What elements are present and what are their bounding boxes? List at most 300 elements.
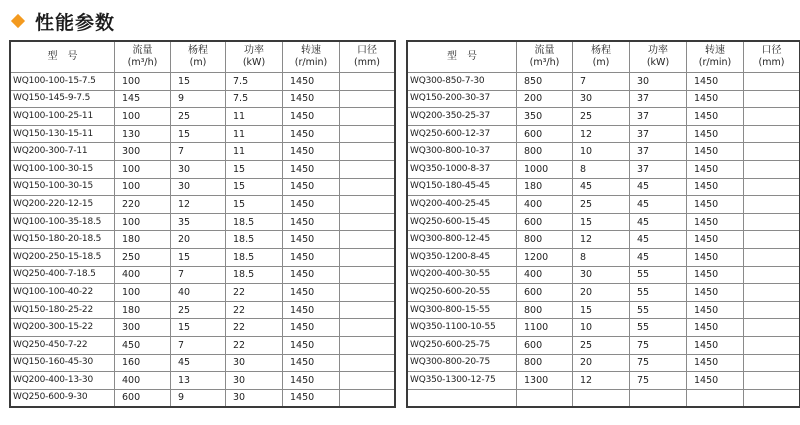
cell-speed: 1450 [283, 354, 340, 372]
header-bore [340, 42, 395, 73]
cell-power: 45 [630, 178, 687, 196]
cell-flow [517, 389, 573, 407]
cell-head: 10 [573, 319, 630, 337]
cell-bore [744, 125, 800, 143]
cell-bore [340, 143, 395, 161]
cell-model: WQ350-1200-8-45 [408, 248, 517, 266]
cell-speed: 1450 [283, 160, 340, 178]
cell-model: WQ150-180-20-18.5 [11, 231, 115, 249]
cell-flow: 800 [517, 301, 573, 319]
cell-bore [340, 372, 395, 390]
header-bore-label: 口径 [357, 45, 377, 56]
cell-speed: 1450 [687, 178, 744, 196]
header-head-label: 杨程 [591, 45, 611, 56]
cell-flow: 100 [115, 213, 171, 231]
cell-model: WQ250-600-9-30 [11, 389, 115, 407]
cell-power: 18.5 [226, 266, 283, 284]
header-speed [283, 42, 340, 73]
cell-speed: 1450 [283, 143, 340, 161]
cell-head: 25 [573, 336, 630, 354]
cell-flow: 200 [517, 90, 573, 108]
cell-power: 37 [630, 108, 687, 126]
cell-head: 12 [573, 231, 630, 249]
cell-speed: 1450 [283, 196, 340, 214]
cell-head: 9 [171, 389, 226, 407]
header-flow-unit: (m³/h) [529, 57, 560, 68]
cell-head [573, 389, 630, 407]
cell-speed: 1450 [283, 284, 340, 302]
cell-flow: 1300 [517, 372, 573, 390]
cell-speed: 1450 [283, 213, 340, 231]
cell-head: 12 [171, 196, 226, 214]
header-head [171, 42, 226, 73]
header-flow [115, 42, 171, 73]
cell-flow: 220 [115, 196, 171, 214]
cell-model: WQ200-300-7-11 [11, 143, 115, 161]
cell-model: WQ350-1100-10-55 [408, 319, 517, 337]
cell-bore [744, 336, 800, 354]
cell-speed: 1450 [687, 90, 744, 108]
cell-head: 25 [573, 108, 630, 126]
cell-model: WQ150-145-9-7.5 [11, 90, 115, 108]
cell-flow: 100 [115, 73, 171, 91]
table-row [408, 248, 800, 266]
cell-head: 45 [573, 178, 630, 196]
cell-bore [340, 108, 395, 126]
cell-bore [744, 354, 800, 372]
cell-power: 75 [630, 354, 687, 372]
cell-speed: 1450 [283, 336, 340, 354]
table-row [408, 213, 800, 231]
header-head-unit: (m) [592, 57, 610, 68]
cell-speed: 1450 [283, 248, 340, 266]
section-title: 性能参数 [35, 11, 116, 34]
cell-flow: 100 [115, 178, 171, 196]
cell-head: 45 [171, 354, 226, 372]
table-row [408, 178, 800, 196]
cell-head: 7 [171, 266, 226, 284]
cell-flow: 400 [517, 196, 573, 214]
cell-bore [340, 178, 395, 196]
cell-flow: 800 [517, 231, 573, 249]
table-row [11, 196, 395, 214]
cell-bore [340, 125, 395, 143]
cell-power: 15 [226, 178, 283, 196]
header-speed-label: 转速 [705, 45, 725, 56]
table-row [11, 231, 395, 249]
cell-speed: 1450 [283, 266, 340, 284]
cell-model: WQ150-180-25-22 [11, 301, 115, 319]
cell-speed: 1450 [283, 231, 340, 249]
cell-speed: 1450 [687, 319, 744, 337]
table-row [11, 319, 395, 337]
cell-speed: 1450 [687, 301, 744, 319]
cell-speed: 1450 [687, 354, 744, 372]
cell-model [408, 389, 517, 407]
table-row [408, 301, 800, 319]
cell-head: 25 [171, 301, 226, 319]
cell-model: WQ300-850-7-30 [408, 73, 517, 91]
header-flow-unit: (m³/h) [127, 57, 158, 68]
header-power-label: 功率 [244, 45, 264, 56]
cell-model: WQ150-200-30-37 [408, 90, 517, 108]
cell-speed: 1450 [283, 73, 340, 91]
table-header-row [408, 42, 800, 73]
cell-power: 55 [630, 266, 687, 284]
table-row [408, 196, 800, 214]
table-row [408, 231, 800, 249]
cell-model: WQ200-350-25-37 [408, 108, 517, 126]
cell-model: WQ100-100-15-7.5 [11, 73, 115, 91]
table-row [11, 372, 395, 390]
cell-power: 30 [226, 354, 283, 372]
cell-flow: 100 [115, 284, 171, 302]
cell-bore [340, 389, 395, 407]
table-row [408, 266, 800, 284]
cell-head: 15 [573, 301, 630, 319]
table-row [408, 108, 800, 126]
header-speed [687, 42, 744, 73]
cell-head: 30 [573, 266, 630, 284]
cell-speed: 1450 [283, 319, 340, 337]
cell-model: WQ200-220-12-15 [11, 196, 115, 214]
cell-head: 20 [573, 284, 630, 302]
cell-model: WQ350-1300-12-75 [408, 372, 517, 390]
cell-bore [744, 301, 800, 319]
table-row [11, 125, 395, 143]
cell-bore [744, 108, 800, 126]
cell-speed: 1450 [283, 178, 340, 196]
cell-head: 15 [171, 73, 226, 91]
cell-speed: 1450 [283, 301, 340, 319]
cell-head: 30 [573, 90, 630, 108]
cell-head: 7 [171, 336, 226, 354]
cell-bore [744, 389, 800, 407]
cell-power: 55 [630, 319, 687, 337]
table-row [11, 160, 395, 178]
cell-flow: 160 [115, 354, 171, 372]
cell-power: 37 [630, 160, 687, 178]
cell-power: 55 [630, 301, 687, 319]
cell-flow: 400 [517, 266, 573, 284]
table-row [11, 178, 395, 196]
cell-bore [744, 266, 800, 284]
cell-model: WQ200-400-25-45 [408, 196, 517, 214]
cell-power: 75 [630, 336, 687, 354]
cell-speed: 1450 [687, 160, 744, 178]
table-row [408, 336, 800, 354]
cell-flow: 130 [115, 125, 171, 143]
cell-flow: 600 [517, 125, 573, 143]
cell-bore [744, 231, 800, 249]
header-flow-label: 流量 [534, 45, 555, 56]
table-row [11, 336, 395, 354]
header-power-unit: (kW) [646, 57, 670, 68]
cell-model: WQ150-100-30-15 [11, 178, 115, 196]
cell-power: 37 [630, 90, 687, 108]
cell-bore [340, 213, 395, 231]
table-row [408, 90, 800, 108]
cell-flow: 100 [115, 160, 171, 178]
table-row [11, 143, 395, 161]
cell-model: WQ300-800-20-75 [408, 354, 517, 372]
cell-model: WQ100-100-35-18.5 [11, 213, 115, 231]
cell-flow: 400 [115, 372, 171, 390]
cell-power: 75 [630, 372, 687, 390]
cell-bore [744, 196, 800, 214]
cell-flow: 300 [115, 143, 171, 161]
cell-power: 37 [630, 125, 687, 143]
cell-power [630, 389, 687, 407]
cell-head: 25 [573, 196, 630, 214]
cell-head: 9 [171, 90, 226, 108]
cell-model: WQ100-100-40-22 [11, 284, 115, 302]
cell-power: 18.5 [226, 231, 283, 249]
cell-speed: 1450 [283, 108, 340, 126]
cell-bore [744, 213, 800, 231]
cell-model: WQ250-600-12-37 [408, 125, 517, 143]
cell-flow: 850 [517, 73, 573, 91]
cell-model: WQ350-1000-8-37 [408, 160, 517, 178]
header-speed-unit: (r/min) [698, 57, 732, 68]
cell-speed: 1450 [687, 266, 744, 284]
header-head [573, 42, 630, 73]
cell-head: 30 [171, 160, 226, 178]
cell-power: 22 [226, 301, 283, 319]
diamond-bullet-icon [11, 14, 25, 28]
cell-speed: 1450 [687, 213, 744, 231]
cell-power: 11 [226, 108, 283, 126]
cell-power: 45 [630, 248, 687, 266]
cell-power: 22 [226, 284, 283, 302]
cell-speed: 1450 [687, 372, 744, 390]
cell-head: 8 [573, 248, 630, 266]
cell-power: 37 [630, 143, 687, 161]
cell-model: WQ200-400-13-30 [11, 372, 115, 390]
cell-bore [340, 160, 395, 178]
cell-flow: 400 [115, 266, 171, 284]
cell-bore [340, 319, 395, 337]
cell-head: 20 [573, 354, 630, 372]
spec-table-left [10, 41, 395, 407]
header-power-unit: (kW) [242, 57, 266, 68]
cell-flow: 300 [115, 319, 171, 337]
cell-flow: 600 [517, 336, 573, 354]
header-head-unit: (m) [189, 57, 207, 68]
header-bore [744, 42, 800, 73]
table-row [11, 248, 395, 266]
cell-flow: 600 [517, 213, 573, 231]
cell-flow: 250 [115, 248, 171, 266]
cell-power: 15 [226, 196, 283, 214]
cell-power: 7.5 [226, 90, 283, 108]
table-row [408, 143, 800, 161]
cell-model: WQ150-180-45-45 [408, 178, 517, 196]
cell-power: 30 [226, 372, 283, 390]
cell-head: 25 [171, 108, 226, 126]
cell-head: 40 [171, 284, 226, 302]
table-row [408, 73, 800, 91]
header-power [630, 42, 687, 73]
cell-head: 15 [171, 319, 226, 337]
cell-speed: 1450 [687, 231, 744, 249]
cell-head: 7 [171, 143, 226, 161]
table-row [11, 354, 395, 372]
cell-model: WQ250-600-25-75 [408, 336, 517, 354]
table-row [408, 372, 800, 390]
table-row-empty [408, 389, 800, 407]
cell-flow: 100 [115, 108, 171, 126]
cell-flow: 145 [115, 90, 171, 108]
cell-head: 8 [573, 160, 630, 178]
cell-bore [744, 248, 800, 266]
spec-table-right [407, 41, 800, 407]
cell-bore [340, 301, 395, 319]
header-flow-label: 流量 [132, 45, 153, 56]
cell-model: WQ300-800-15-55 [408, 301, 517, 319]
cell-model: WQ200-400-30-55 [408, 266, 517, 284]
table-row [408, 354, 800, 372]
cell-bore [744, 178, 800, 196]
cell-head: 12 [573, 372, 630, 390]
cell-model: WQ300-800-10-37 [408, 143, 517, 161]
cell-model: WQ250-600-20-55 [408, 284, 517, 302]
table-row [408, 284, 800, 302]
cell-flow: 180 [115, 231, 171, 249]
cell-flow: 800 [517, 354, 573, 372]
cell-head: 7 [573, 73, 630, 91]
cell-flow: 600 [115, 389, 171, 407]
cell-power: 11 [226, 125, 283, 143]
table-row [408, 160, 800, 178]
cell-model: WQ100-100-25-11 [11, 108, 115, 126]
header-speed-unit: (r/min) [294, 57, 328, 68]
cell-head: 13 [171, 372, 226, 390]
cell-power: 45 [630, 213, 687, 231]
cell-model: WQ150-130-15-11 [11, 125, 115, 143]
cell-bore [340, 196, 395, 214]
table-row [408, 319, 800, 337]
cell-model: WQ250-450-7-22 [11, 336, 115, 354]
cell-model: WQ250-600-15-45 [408, 213, 517, 231]
cell-power: 15 [226, 160, 283, 178]
cell-power: 22 [226, 319, 283, 337]
table-row [11, 284, 395, 302]
cell-power: 18.5 [226, 213, 283, 231]
header-bore-unit: (mm) [758, 57, 785, 68]
cell-head: 15 [171, 125, 226, 143]
cell-power: 30 [226, 389, 283, 407]
section-title-bar [10, 8, 115, 34]
cell-model: WQ200-250-15-18.5 [11, 248, 115, 266]
cell-bore [340, 73, 395, 91]
cell-power: 18.5 [226, 248, 283, 266]
table-row [11, 301, 395, 319]
cell-speed: 1450 [687, 108, 744, 126]
cell-model: WQ300-800-12-45 [408, 231, 517, 249]
cell-bore [744, 90, 800, 108]
cell-flow: 350 [517, 108, 573, 126]
header-power [226, 42, 283, 73]
cell-bore [340, 90, 395, 108]
cell-flow: 1200 [517, 248, 573, 266]
header-bore-unit: (mm) [354, 57, 380, 68]
cell-head: 15 [573, 213, 630, 231]
cell-flow: 800 [517, 143, 573, 161]
cell-speed: 1450 [687, 248, 744, 266]
cell-power: 30 [630, 73, 687, 91]
cell-bore [744, 284, 800, 302]
cell-flow: 180 [115, 301, 171, 319]
table-row [11, 73, 395, 91]
cell-speed: 1450 [283, 125, 340, 143]
header-model: 型 号 [11, 42, 115, 73]
cell-head: 35 [171, 213, 226, 231]
cell-bore [744, 160, 800, 178]
table-row [11, 266, 395, 284]
cell-bore [340, 266, 395, 284]
cell-speed: 1450 [283, 389, 340, 407]
cell-speed: 1450 [687, 196, 744, 214]
cell-model: WQ200-300-15-22 [11, 319, 115, 337]
header-speed-label: 转速 [301, 45, 321, 56]
table-row [11, 213, 395, 231]
cell-bore [744, 319, 800, 337]
cell-bore [744, 372, 800, 390]
table-row [11, 90, 395, 108]
table-row [408, 125, 800, 143]
cell-power: 7.5 [226, 73, 283, 91]
cell-speed: 1450 [687, 143, 744, 161]
cell-model: WQ250-400-7-18.5 [11, 266, 115, 284]
table-row [11, 108, 395, 126]
cell-bore [340, 354, 395, 372]
cell-flow: 450 [115, 336, 171, 354]
cell-head: 30 [171, 178, 226, 196]
cell-power: 11 [226, 143, 283, 161]
cell-power: 22 [226, 336, 283, 354]
cell-bore [340, 336, 395, 354]
cell-speed: 1450 [687, 336, 744, 354]
cell-model: WQ100-100-30-15 [11, 160, 115, 178]
cell-speed: 1450 [687, 125, 744, 143]
cell-power: 45 [630, 231, 687, 249]
header-model: 型 号 [408, 42, 517, 73]
cell-flow: 180 [517, 178, 573, 196]
table-header-row [11, 42, 395, 73]
cell-power: 55 [630, 284, 687, 302]
cell-bore [340, 231, 395, 249]
table-row [11, 389, 395, 407]
cell-power: 45 [630, 196, 687, 214]
cell-bore [340, 284, 395, 302]
cell-head: 20 [171, 231, 226, 249]
cell-speed: 1450 [687, 284, 744, 302]
cell-flow: 600 [517, 284, 573, 302]
header-bore-label: 口径 [761, 45, 782, 56]
cell-bore [744, 73, 800, 91]
cell-speed: 1450 [283, 90, 340, 108]
header-head-label: 杨程 [188, 45, 208, 56]
cell-bore [744, 143, 800, 161]
cell-head: 12 [573, 125, 630, 143]
header-power-label: 功率 [648, 45, 668, 56]
cell-speed [687, 389, 744, 407]
cell-head: 10 [573, 143, 630, 161]
cell-model: WQ150-160-45-30 [11, 354, 115, 372]
header-flow [517, 42, 573, 73]
cell-head: 15 [171, 248, 226, 266]
